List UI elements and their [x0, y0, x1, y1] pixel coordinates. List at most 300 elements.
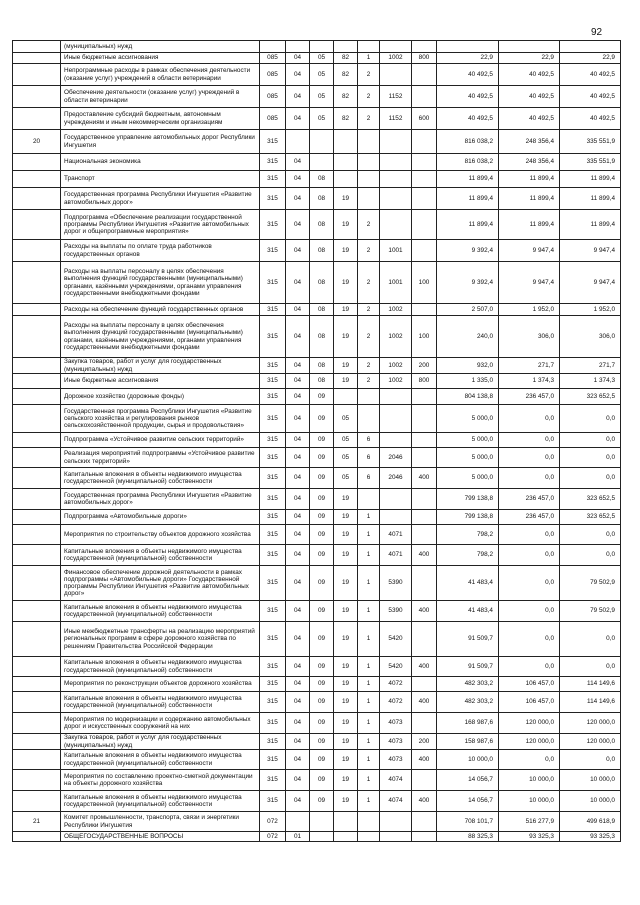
row-name: Комитет промышленности, транспорта, связи и энергетики Республики Ингушетия: [61, 812, 260, 832]
row-name: Государственное управление автомобильных дорог Республики Ингушетия: [61, 130, 260, 154]
code-program: 19: [334, 510, 358, 525]
amount-year2: 271,7: [499, 358, 560, 374]
code-section: 04: [286, 770, 310, 791]
code-target: [380, 812, 412, 832]
row-name: Капитальные вложения в объекты недвижимого имущества государственной (муниципальной) собственности: [61, 657, 260, 677]
amount-year3: 114 149,6: [560, 692, 621, 713]
code-program: 19: [334, 210, 358, 240]
code-expense-type: [412, 41, 437, 53]
amount-year3: 93 325,3: [560, 832, 621, 842]
code-subprogram: 1: [358, 53, 380, 64]
amount-year2: 0,0: [499, 601, 560, 622]
code-program: 82: [334, 64, 358, 86]
amount-year1: 158 987,6: [437, 734, 499, 750]
code-target: [380, 210, 412, 240]
row-name: Капитальные вложения в объекты недвижимого имущества государственной (муниципальной) собственности: [61, 692, 260, 713]
code-section: 04: [286, 692, 310, 713]
code-subprogram: [358, 832, 380, 842]
code-program: 19: [334, 713, 358, 734]
code-subprogram: [358, 188, 380, 210]
amount-year3: 11 899,4: [560, 210, 621, 240]
amount-year1: 798,2: [437, 525, 499, 545]
code-expense-type: [412, 240, 437, 262]
code-ministry: 315: [260, 316, 286, 358]
row-name: Капитальные вложения в объекты недвижимого имущества государственной (муниципальной) собственности: [61, 750, 260, 770]
amount-year2: 11 899,4: [499, 210, 560, 240]
code-target: 1001: [380, 240, 412, 262]
code-expense-type: [412, 812, 437, 832]
amount-year3: 11 899,4: [560, 188, 621, 210]
code-subsection: 09: [310, 734, 334, 750]
code-section: 04: [286, 510, 310, 525]
code-expense-type: [412, 188, 437, 210]
code-ministry: 315: [260, 210, 286, 240]
row-name: Предоставление субсидий бюджетным, автономным учреждениям и иным некоммерческим организациям: [61, 108, 260, 130]
code-expense-type: 400: [412, 601, 437, 622]
amount-year3: 335 551,9: [560, 130, 621, 154]
table-row: [13, 791, 621, 812]
table-row: [13, 525, 621, 545]
amount-year3: 323 652,5: [560, 389, 621, 405]
code-program: 19: [334, 791, 358, 812]
row-number: [13, 525, 61, 545]
table-row: [13, 770, 621, 791]
amount-year3: 323 652,5: [560, 510, 621, 525]
row-number: [13, 750, 61, 770]
code-subprogram: 2: [358, 108, 380, 130]
amount-year2: 0,0: [499, 433, 560, 448]
code-subsection: 09: [310, 448, 334, 468]
amount-year2: 516 277,9: [499, 812, 560, 832]
row-name: Национальная экономика: [61, 154, 260, 171]
code-subprogram: 1: [358, 750, 380, 770]
amount-year3: 0,0: [560, 433, 621, 448]
code-ministry: 085: [260, 64, 286, 86]
code-target: 1002: [380, 358, 412, 374]
row-name: Финансовое обеспечение дорожной деятельности в рамках подпрограммы «Автомобильные дороги» Государственной программы Республики Ингушетия «Развитие автомобильных дорог»: [61, 566, 260, 601]
row-number: 20: [13, 130, 61, 154]
code-section: [286, 812, 310, 832]
code-subprogram: 2: [358, 316, 380, 358]
code-section: 04: [286, 358, 310, 374]
amount-year3: 306,0: [560, 316, 621, 358]
code-section: 04: [286, 64, 310, 86]
code-expense-type: 400: [412, 545, 437, 566]
code-subsection: 08: [310, 304, 334, 316]
row-number: 21: [13, 812, 61, 832]
code-expense-type: [412, 171, 437, 188]
code-target: 1002: [380, 374, 412, 389]
code-ministry: 315: [260, 130, 286, 154]
row-number: [13, 389, 61, 405]
code-target: 5420: [380, 657, 412, 677]
code-section: 04: [286, 108, 310, 130]
code-subprogram: [358, 171, 380, 188]
code-ministry: 315: [260, 566, 286, 601]
code-target: 4071: [380, 545, 412, 566]
code-program: 19: [334, 734, 358, 750]
amount-year2: 10 000,0: [499, 770, 560, 791]
row-number: [13, 468, 61, 489]
code-section: 04: [286, 601, 310, 622]
amount-year1: 799 138,8: [437, 510, 499, 525]
amount-year2: 10 000,0: [499, 791, 560, 812]
row-number: [13, 545, 61, 566]
table-row: [13, 692, 621, 713]
code-subsection: 05: [310, 86, 334, 108]
code-target: [380, 171, 412, 188]
amount-year2: 236 457,0: [499, 389, 560, 405]
code-subprogram: 1: [358, 770, 380, 791]
amount-year3: 0,0: [560, 545, 621, 566]
row-name: Непрограммные расходы в рамках обеспечения деятельности (оказание услуг) учреждений в области ветеринарии: [61, 64, 260, 86]
code-program: 19: [334, 525, 358, 545]
code-subsection: 09: [310, 601, 334, 622]
code-expense-type: [412, 389, 437, 405]
code-section: 04: [286, 525, 310, 545]
code-subprogram: 1: [358, 692, 380, 713]
code-target: 4072: [380, 692, 412, 713]
table-row: [13, 86, 621, 108]
code-subprogram: 1: [358, 734, 380, 750]
code-expense-type: [412, 489, 437, 510]
table-row: [13, 304, 621, 316]
row-number: [13, 657, 61, 677]
amount-year1: 799 138,8: [437, 489, 499, 510]
amount-year1: 91 509,7: [437, 657, 499, 677]
table-row: [13, 750, 621, 770]
table-row: [13, 389, 621, 405]
table-row: [13, 545, 621, 566]
row-name: Мероприятия по строительству объектов дорожного хозяйства: [61, 525, 260, 545]
code-section: 04: [286, 210, 310, 240]
code-subprogram: 2: [358, 64, 380, 86]
table-row: [13, 188, 621, 210]
code-expense-type: [412, 622, 437, 657]
row-name: Государственная программа Республики Ингушетия «Развитие автомобильных дорог»: [61, 188, 260, 210]
row-name: Закупка товаров, работ и услуг для государственных (муниципальных) нужд: [61, 734, 260, 750]
amount-year2: 120 000,0: [499, 713, 560, 734]
code-subsection: 09: [310, 510, 334, 525]
code-ministry: 315: [260, 622, 286, 657]
amount-year3: 120 000,0: [560, 734, 621, 750]
code-target: [380, 389, 412, 405]
row-number: [13, 240, 61, 262]
row-number: [13, 677, 61, 692]
code-program: 19: [334, 262, 358, 304]
code-section: 04: [286, 545, 310, 566]
amount-year3: 79 502,9: [560, 601, 621, 622]
table-row: [13, 374, 621, 389]
code-section: 04: [286, 677, 310, 692]
row-name: Расходы на обеспечение функций государственных органов: [61, 304, 260, 316]
amount-year1: 41 483,4: [437, 601, 499, 622]
code-subsection: 09: [310, 468, 334, 489]
code-program: 82: [334, 53, 358, 64]
amount-year1: 10 000,0: [437, 750, 499, 770]
amount-year1: 11 899,4: [437, 171, 499, 188]
code-ministry: 072: [260, 812, 286, 832]
row-name: Государственная программа Республики Ингушетия «Развитие сельского хозяйства и регулирования рынков сельскохозяйственной продукции, сырья и продовольствия»: [61, 405, 260, 433]
amount-year2: 236 457,0: [499, 489, 560, 510]
amount-year1: 22,9: [437, 53, 499, 64]
code-section: 04: [286, 53, 310, 64]
amount-year2: 0,0: [499, 405, 560, 433]
code-ministry: 315: [260, 750, 286, 770]
table-row: [13, 433, 621, 448]
code-ministry: 315: [260, 510, 286, 525]
amount-year1: 40 492,5: [437, 86, 499, 108]
amount-year2: 248 356,4: [499, 130, 560, 154]
code-target: 4074: [380, 791, 412, 812]
table-row: [13, 53, 621, 64]
row-number: [13, 304, 61, 316]
amount-year1: 708 101,7: [437, 812, 499, 832]
amount-year3: [560, 41, 621, 53]
code-target: [380, 64, 412, 86]
row-number: [13, 713, 61, 734]
code-expense-type: [412, 154, 437, 171]
amount-year3: 0,0: [560, 468, 621, 489]
code-program: 19: [334, 770, 358, 791]
table-row: [13, 108, 621, 130]
code-ministry: 315: [260, 677, 286, 692]
table-row: [13, 130, 621, 154]
row-number: [13, 108, 61, 130]
code-subprogram: [358, 41, 380, 53]
code-program: [334, 154, 358, 171]
row-name: Закупка товаров, работ и услуг для государственных (муниципальных) нужд: [61, 358, 260, 374]
amount-year3: 40 492,5: [560, 108, 621, 130]
code-section: 04: [286, 468, 310, 489]
amount-year3: 10 000,0: [560, 770, 621, 791]
code-program: 82: [334, 108, 358, 130]
row-number: [13, 188, 61, 210]
amount-year3: 79 502,9: [560, 566, 621, 601]
table-row: [13, 64, 621, 86]
code-subprogram: [358, 489, 380, 510]
code-target: 1152: [380, 86, 412, 108]
table-row: [13, 448, 621, 468]
amount-year1: 240,0: [437, 316, 499, 358]
table-row: [13, 358, 621, 374]
amount-year1: 1 335,0: [437, 374, 499, 389]
row-number: [13, 448, 61, 468]
table-row: [13, 657, 621, 677]
row-number: [13, 86, 61, 108]
code-expense-type: 100: [412, 262, 437, 304]
amount-year3: 0,0: [560, 657, 621, 677]
amount-year2: 0,0: [499, 468, 560, 489]
code-section: 04: [286, 448, 310, 468]
code-expense-type: 400: [412, 791, 437, 812]
code-target: 4073: [380, 713, 412, 734]
code-section: 04: [286, 405, 310, 433]
code-section: 04: [286, 734, 310, 750]
code-subsection: [310, 41, 334, 53]
amount-year2: 106 457,0: [499, 677, 560, 692]
row-number: [13, 566, 61, 601]
code-target: 4073: [380, 750, 412, 770]
code-program: 19: [334, 240, 358, 262]
amount-year3: 22,9: [560, 53, 621, 64]
code-subprogram: 1: [358, 545, 380, 566]
code-section: 04: [286, 154, 310, 171]
row-name: Дорожное хозяйство (дорожные фонды): [61, 389, 260, 405]
row-number: [13, 770, 61, 791]
amount-year1: 9 392,4: [437, 262, 499, 304]
code-subprogram: 2: [358, 262, 380, 304]
code-subprogram: [358, 405, 380, 433]
amount-year1: 816 038,2: [437, 154, 499, 171]
code-expense-type: [412, 525, 437, 545]
row-name: Расходы на выплаты по оплате труда работников государственных органов: [61, 240, 260, 262]
code-target: [380, 489, 412, 510]
row-number: [13, 262, 61, 304]
row-name: Подпрограмма «Автомобильные дороги»: [61, 510, 260, 525]
code-program: 19: [334, 304, 358, 316]
amount-year2: 9 947,4: [499, 240, 560, 262]
amount-year3: 0,0: [560, 750, 621, 770]
code-program: 19: [334, 566, 358, 601]
code-expense-type: 400: [412, 468, 437, 489]
table-row: [13, 262, 621, 304]
code-subsection: 09: [310, 525, 334, 545]
amount-year2: 22,9: [499, 53, 560, 64]
code-program: 19: [334, 750, 358, 770]
code-program: 19: [334, 545, 358, 566]
amount-year2: 9 947,4: [499, 262, 560, 304]
code-program: 19: [334, 657, 358, 677]
amount-year2: 0,0: [499, 545, 560, 566]
code-expense-type: [412, 510, 437, 525]
amount-year3: 1 374,3: [560, 374, 621, 389]
code-expense-type: 800: [412, 374, 437, 389]
table-row: [13, 832, 621, 842]
row-number: [13, 210, 61, 240]
code-section: 01: [286, 832, 310, 842]
amount-year1: 816 038,2: [437, 130, 499, 154]
code-ministry: 315: [260, 657, 286, 677]
code-expense-type: [412, 405, 437, 433]
amount-year3: 40 492,5: [560, 86, 621, 108]
code-expense-type: [412, 677, 437, 692]
table-row: [13, 734, 621, 750]
amount-year1: 482 303,2: [437, 677, 499, 692]
code-subsection: 09: [310, 389, 334, 405]
code-ministry: 315: [260, 405, 286, 433]
code-expense-type: [412, 210, 437, 240]
code-target: [380, 405, 412, 433]
code-subsection: 08: [310, 374, 334, 389]
code-subprogram: 1: [358, 510, 380, 525]
code-ministry: 085: [260, 86, 286, 108]
code-subprogram: [358, 154, 380, 171]
code-section: 04: [286, 171, 310, 188]
code-subprogram: 1: [358, 713, 380, 734]
code-program: 19: [334, 692, 358, 713]
row-name: Обеспечение деятельности (оказание услуг) учреждений в области ветеринарии: [61, 86, 260, 108]
code-subprogram: 1: [358, 525, 380, 545]
code-subprogram: [358, 389, 380, 405]
amount-year1: 5 000,0: [437, 468, 499, 489]
amount-year3: 120 000,0: [560, 713, 621, 734]
table-row: [13, 566, 621, 601]
code-section: [286, 130, 310, 154]
amount-year2: 0,0: [499, 657, 560, 677]
table-row: [13, 713, 621, 734]
code-target: 1001: [380, 262, 412, 304]
row-number: [13, 64, 61, 86]
code-section: 04: [286, 389, 310, 405]
code-subprogram: 6: [358, 448, 380, 468]
amount-year1: 14 056,7: [437, 791, 499, 812]
code-subsection: 09: [310, 713, 334, 734]
code-ministry: 315: [260, 304, 286, 316]
code-ministry: 315: [260, 374, 286, 389]
row-number: [13, 622, 61, 657]
code-ministry: 072: [260, 832, 286, 842]
code-ministry: 315: [260, 389, 286, 405]
code-expense-type: 600: [412, 108, 437, 130]
code-subsection: 08: [310, 358, 334, 374]
code-section: 04: [286, 188, 310, 210]
code-target: 4072: [380, 677, 412, 692]
code-target: 2046: [380, 468, 412, 489]
table-row: [13, 240, 621, 262]
code-program: 19: [334, 188, 358, 210]
code-subprogram: 6: [358, 468, 380, 489]
code-subsection: 09: [310, 545, 334, 566]
code-target: [380, 433, 412, 448]
code-target: 5390: [380, 566, 412, 601]
row-number: [13, 154, 61, 171]
row-name: Капитальные вложения в объекты недвижимого имущества государственной (муниципальной) собственности: [61, 791, 260, 812]
code-ministry: 315: [260, 545, 286, 566]
amount-year1: 804 138,8: [437, 389, 499, 405]
code-subprogram: 2: [358, 358, 380, 374]
amount-year2: 1 952,0: [499, 304, 560, 316]
code-expense-type: [412, 433, 437, 448]
code-subprogram: 2: [358, 210, 380, 240]
code-section: 04: [286, 262, 310, 304]
code-subprogram: 2: [358, 86, 380, 108]
code-program: 19: [334, 489, 358, 510]
amount-year1: 168 987,6: [437, 713, 499, 734]
amount-year1: 40 492,5: [437, 64, 499, 86]
code-target: [380, 188, 412, 210]
code-subsection: [310, 130, 334, 154]
row-number: [13, 41, 61, 53]
code-ministry: 315: [260, 791, 286, 812]
amount-year1: 5 000,0: [437, 433, 499, 448]
code-ministry: 315: [260, 188, 286, 210]
row-name: Государственная программа Республики Ингушетия «Развитие автомобильных дорог»: [61, 489, 260, 510]
code-subsection: 09: [310, 433, 334, 448]
code-subprogram: 1: [358, 566, 380, 601]
row-number: [13, 433, 61, 448]
code-program: [334, 41, 358, 53]
code-subsection: 09: [310, 791, 334, 812]
table-row: [13, 601, 621, 622]
code-subprogram: 1: [358, 622, 380, 657]
code-subsection: 08: [310, 240, 334, 262]
code-program: 05: [334, 405, 358, 433]
code-program: 82: [334, 86, 358, 108]
code-subprogram: 2: [358, 374, 380, 389]
code-program: 19: [334, 358, 358, 374]
amount-year2: 11 899,4: [499, 188, 560, 210]
